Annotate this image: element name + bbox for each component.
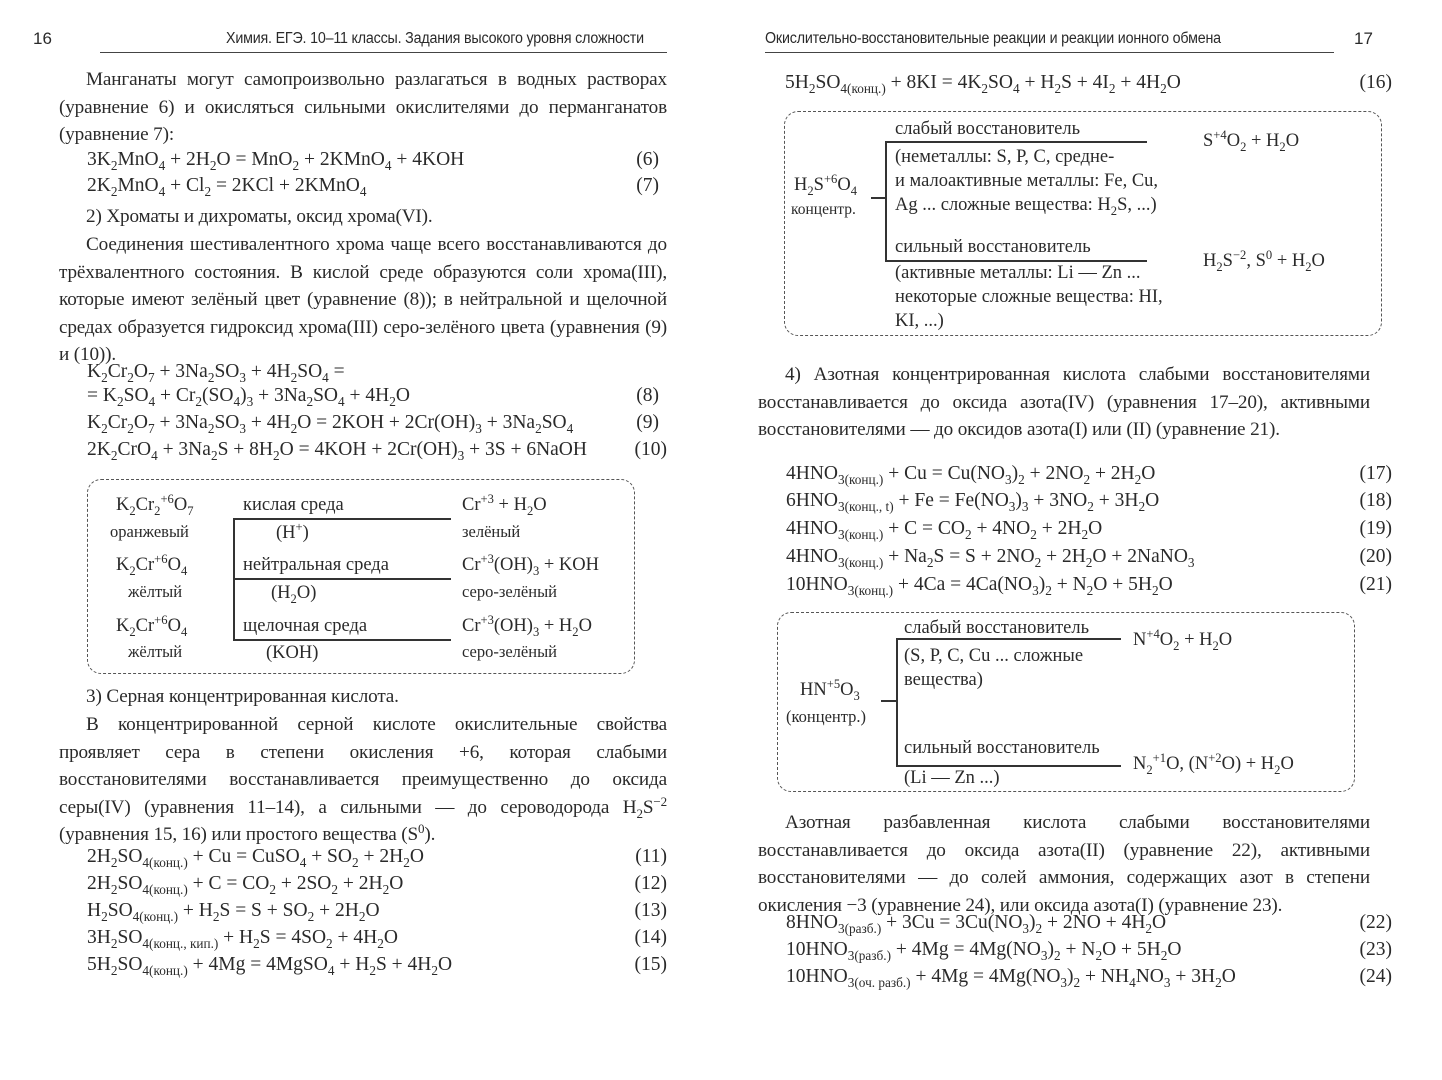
equation-number: (6) xyxy=(636,149,659,170)
product-color: серо-зелёный xyxy=(462,582,557,601)
equation-number: (19) xyxy=(1359,518,1392,539)
equation-number: (13) xyxy=(634,900,667,921)
weak-reducer-example: и малоактивные металлы: Fe, Cu, xyxy=(895,171,1159,191)
strong-reducer-example: (активные металлы: Li — Zn ... xyxy=(895,263,1141,283)
page-number: 16 xyxy=(33,29,52,48)
equation-12: $2H_2SO_{4(конц.)} + C = CO_2 + 2SO_2 + 2H_2O$ xyxy=(87,873,404,898)
equation-10: $2K_2CrO_4 + 3Na_2S + 8H_2O = 4KOH + 2Cr(OH)_3 + 3S$ + 6NaOH xyxy=(87,439,587,464)
diagram-branch-line xyxy=(885,141,1147,143)
weak-reducer-example: Ag ... сложные вещества: $H_2S$, ...) xyxy=(895,195,1157,218)
product-color: зелёный xyxy=(462,522,521,541)
equation-number: (14) xyxy=(634,927,667,948)
reactant-color: жёлтый xyxy=(128,642,183,661)
weak-reducer-label: слабый восстановитель xyxy=(904,618,1090,638)
equation-number: (16) xyxy=(1359,72,1392,93)
diagram-vertical-line xyxy=(885,141,887,261)
strong-reducer-example: (Li — Zn ...) xyxy=(904,768,1000,788)
reactant-formula: $K_2Cr^{+6}O_4$ xyxy=(116,613,188,639)
header-rule xyxy=(100,52,667,53)
equation-20: $4HNO_{3(конц.)} + Na_2S = S + 2NO_2 + 2H_2O$ + 2NaNO$_3$ xyxy=(786,546,1195,571)
product-color: серо-зелёный xyxy=(462,642,557,661)
chromium-reduction-diagram xyxy=(87,479,635,674)
equation-number: (21) xyxy=(1359,574,1392,595)
equation-6: $3K_2MnO_4 + 2H_2O = MnO_2$ + 2KMnO$_4$ + 4KOH xyxy=(87,149,465,174)
weak-reducer-label: слабый восстановитель xyxy=(895,119,1081,139)
equation-17: $4HNO_{3(конц.)} + Cu = Cu(NO_3)_2 + 2NO_2 + 2H_2O$ xyxy=(786,463,1156,488)
equation-8: = $K_2SO_4 + Cr_2(SO_4)_3 + 3Na_2SO_4 + 4H_2O$ xyxy=(87,385,410,410)
medium-agent: (KOH) xyxy=(266,643,319,663)
section-heading-chromates: 2) Хроматы и дихроматы, оксид хрома(VI). xyxy=(86,206,433,227)
equation-21: $10HNO_{3(конц.)} + 4Ca = 4Ca(NO_3)_2 + N_2O + 5H_2O$ xyxy=(786,574,1173,599)
running-header: Химия. ЕГЭ. 10–11 классы. Задания высокого уровня сложности xyxy=(226,30,644,47)
right-page xyxy=(721,0,1442,1080)
page-number: 17 xyxy=(1354,29,1373,48)
equation-number: (8) xyxy=(636,385,659,406)
equation-14: $3H_2SO_{4(конц., кип.)} + H_2S = 4SO_2 + 4H_2O$ xyxy=(87,927,398,952)
nitric-acid-diagram xyxy=(777,612,1355,792)
strong-reducer-example: некоторые сложные вещества: HI, xyxy=(895,287,1163,307)
equation-16: $5H_2SO_{4(конц.)} + 8KI = 4K_2SO_4 + H_2S + 4I_2 + 4H_2O$ xyxy=(785,72,1181,97)
diagram-branch-line xyxy=(233,518,451,520)
equation-number: (23) xyxy=(1359,939,1392,960)
equation-number: (22) xyxy=(1359,912,1392,933)
equation-7: $2K_2MnO_4 + Cl_2 = 2KCl$ + 2KMnO$_4$ xyxy=(87,175,367,200)
strong-reducer-label: сильный восстановитель xyxy=(895,237,1091,257)
equation-18: $6HNO_{3(конц., t)} + Fe = Fe(NO_3)_3 + 3NO_2 + 3H_2O$ xyxy=(786,490,1160,515)
section-heading-sulfuric: 3) Серная концентрированная кислота. xyxy=(86,686,399,707)
equation-number: (7) xyxy=(636,175,659,196)
equation-number: (18) xyxy=(1359,490,1392,511)
reactant-formula: $H_2S^{+6}O_4$ xyxy=(794,172,858,198)
equation-number: (20) xyxy=(1359,546,1392,567)
paragraph-chromium: Соединения шестивалентного хрома чаще всего восстанавливаются до трёхвалентного состояния. В кислой среде образуются соли хрома(III), которые имеют зелёный цвет (уравнение (8)); в нейтральной и щелочной средах образуется гидроксид хрома(III) серо-зелёного цвета (уравнения (9) и (10)). xyxy=(59,234,667,366)
equation-15: $5H_2SO_{4(конц.)} + 4Mg$ = 4MgSO$_4$ + $H_2S + 4H_2O$ xyxy=(87,954,453,979)
equation-9: $K_2Cr_2O_7 + 3Na_2SO_3 + 4H_2O = 2KOH + 2Cr(OH)_3 + 3Na_2SO_4$ xyxy=(87,412,574,437)
header-rule xyxy=(765,52,1334,53)
weak-reducer-product: $S^{+4}O_2 + H_2O$ xyxy=(1203,128,1300,154)
reactant-formula: $HN^{+5}O_3$ xyxy=(800,677,860,703)
equation-22: $8HNO_{3(разб.)} + 3Cu = 3Cu(NO_3)_2 + 2NO + 4H_2O$ xyxy=(786,912,1167,937)
paragraph-sulfuric: В концентрированной серной кислоте окислительные свойства проявляет сера в степени окисления +6, которая слабыми восстановителями восстанавливается преимущественно до оксида серы(IV) (уравнения 11–14), а сильными — до сероводорода $H_2S^{-2}$ (уравнения 15, 16) или простого вещества $(S^0)$. xyxy=(59,714,667,846)
reactant-formula: $K_2Cr_2^{+6}O_7$ xyxy=(116,492,194,518)
diagram-branch-line xyxy=(233,639,451,641)
diagram-connector-line xyxy=(881,700,896,702)
paragraph-nitric-concentrated: 4) Азотная концентрированная кислота слабыми восстановителями восстанавливается до оксида азота(IV) (уравнения 17–20), активными восстановителями — до оксидов азота(I) или (II) (уравнение 21). xyxy=(758,364,1370,441)
weak-reducer-product: $N^{+4}O_2 + H_2O$ xyxy=(1133,627,1233,653)
product-formula: $Cr^{+3}(OH)_3$ + KOH xyxy=(462,552,599,578)
equation-number: (17) xyxy=(1359,463,1392,484)
reactant-formula: $K_2Cr^{+6}O_4$ xyxy=(116,552,188,578)
equation-number: (10) xyxy=(634,439,667,460)
diagram-connector-line xyxy=(871,197,885,199)
weak-reducer-example: вещества) xyxy=(904,670,983,690)
reactant-note: концентр. xyxy=(791,201,856,218)
diagram-vertical-line xyxy=(896,638,898,766)
equation-11: $2H_2SO_{4(конц.)} + Cu$ = CuSO$_4$ + $SO_2 + 2H_2O$ xyxy=(87,846,424,871)
medium-agent: (H+) xyxy=(276,520,309,543)
equation-number: (11) xyxy=(635,846,667,867)
reactant-color: жёлтый xyxy=(128,582,183,601)
running-header: Окислительно-восстановительные реакции и реакции ионного обмена xyxy=(765,30,1221,47)
equation-number: (12) xyxy=(634,873,667,894)
product-formula: $Cr^{+3} + H_2O$ xyxy=(462,492,547,518)
reactant-color: оранжевый xyxy=(110,522,189,541)
strong-reducer-label: сильный восстановитель xyxy=(904,738,1100,758)
paragraph-manganates: Манганаты могут самопроизвольно разлагаться в водных растворах (уравнение 6) и окисляться сильными окислителями до перманганатов (уравнение 7): xyxy=(59,69,667,146)
equation-8-line1: $K_2Cr_2O_7 + 3Na_2SO_3 + 4H_2SO_4$ = xyxy=(87,361,345,386)
equation-19: $4HNO_{3(конц.)} + C = CO_2 + 4NO_2 + 2H_2O$ xyxy=(786,518,1103,543)
equation-23: $10HNO_{3(разб.)} + 4Mg = 4Mg(NO_3)_2 + N_2O + 5H_2O$ xyxy=(786,939,1182,964)
medium-label: щелочная среда xyxy=(243,616,368,636)
equation-number: (24) xyxy=(1359,966,1392,987)
equation-number: (9) xyxy=(636,412,659,433)
product-formula: $Cr^{+3}(OH)_3 + H_2O$ xyxy=(462,613,592,639)
strong-reducer-example: KI, ...) xyxy=(895,311,944,331)
reactant-note: (концентр.) xyxy=(786,707,867,726)
strong-reducer-product: $H_2S^{-2}$, $S^0 + H_2O$ xyxy=(1203,248,1325,274)
medium-agent: $(H_2O)$ xyxy=(271,583,317,606)
sulfuric-acid-diagram xyxy=(784,111,1382,336)
weak-reducer-example: (неметаллы: S, P, C, средне- xyxy=(895,147,1115,167)
strong-reducer-product: $N_2^{+1}O$, $(N^{+2}O) + H_2O$ xyxy=(1133,751,1294,777)
equation-24: $10HNO_{3(оч. разб.)} + 4Mg = 4Mg(NO_3)_2 + NH_4NO_3 + 3H_2O$ xyxy=(786,966,1236,991)
equation-13: $H_2SO_{4(конц.)} + H_2S = S + SO_2 + 2H_2O$ xyxy=(87,900,380,925)
medium-label: кислая среда xyxy=(243,495,344,515)
diagram-branch-line xyxy=(233,578,451,580)
equation-number: (15) xyxy=(634,954,667,975)
weak-reducer-example: (S, P, C, Cu ... сложные xyxy=(904,646,1084,666)
paragraph-nitric-dilute: Азотная разбавленная кислота слабыми восстановителями восстанавливается до оксида азота(II) (уравнение 22), активными восстановителями — до солей аммония, содержащих азот в степени окисления −3 (уравнение 24), или оксида азота(I) (уравнение 23). xyxy=(758,812,1370,916)
medium-label: нейтральная среда xyxy=(243,555,389,575)
